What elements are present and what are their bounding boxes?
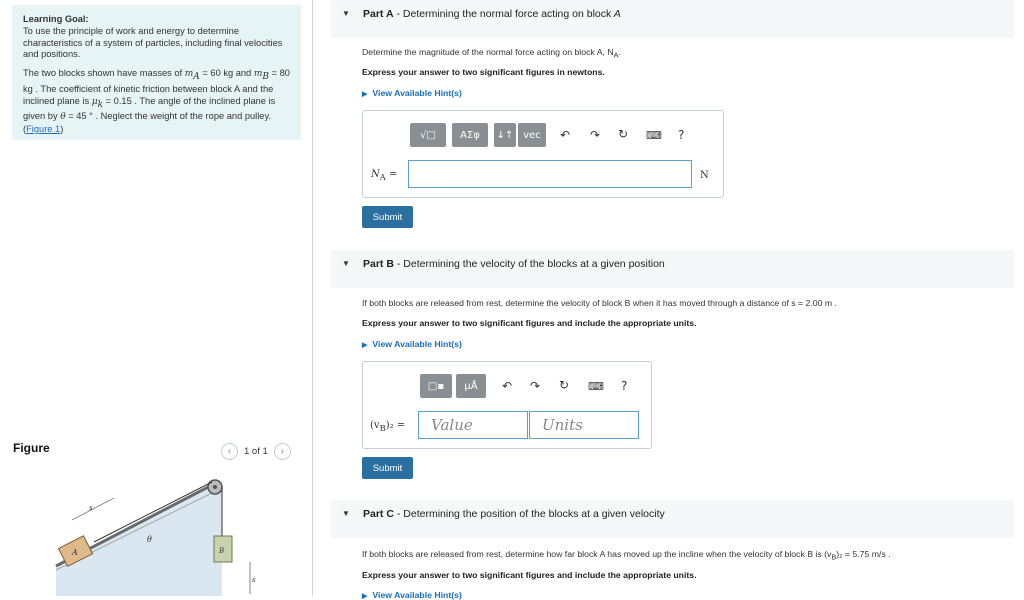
figure-page-count: 1 of 1 [244,446,268,457]
hint-triangle-icon: ▶ [362,593,368,600]
mu-sub: k [97,99,104,110]
part-c-header[interactable] [331,500,1014,538]
part-a-answer-input[interactable] [408,160,692,188]
prev-figure-button[interactable]: ‹ [221,443,238,460]
help-icon[interactable]: ? [621,379,628,393]
hint-triangle-icon: ▶ [362,91,368,98]
mass-a-symbol: m [184,69,194,80]
undo-icon[interactable]: ↶ [502,379,513,393]
help-icon[interactable]: ? [678,128,685,142]
label-s-incline: s [89,504,93,512]
part-b-sep: - [393,258,404,270]
part-b-submit-button[interactable]: Submit [362,457,413,479]
hint-triangle-icon: ▶ [362,342,368,349]
value-input[interactable]: Value [418,411,528,439]
templates-button[interactable]: □▪ [420,374,452,398]
part-c-instruction: Express your answer to two significant figures and include the appropriate units. [362,570,697,580]
part-a-prompt [362,47,621,60]
subscript-button[interactable]: ↓↑ [494,123,516,147]
vb-open: (v [370,420,380,431]
label-a: A [72,548,78,557]
part-a-prompt-end: . [618,47,621,57]
na-symbol: N [371,169,380,180]
part-c-hint-link[interactable] [362,590,462,600]
close-paren: ) [60,124,64,135]
figure-pager [221,443,291,460]
mu-value: = 0.15 . The angle of the inclined plane is given by [23,95,276,122]
mass-b-sub: B [262,72,269,83]
collapse-triangle-icon[interactable]: ▼ [342,509,350,518]
part-b-title: Determining the velocity of the blocks at a given position [403,258,665,270]
mass-a-value: = 60 kg and [199,68,252,79]
part-c-prompt-sub: B [831,552,837,562]
part-a-instruction: Express your answer to two significant figures in newtons. [362,67,605,77]
problem-text-1: The two blocks shown have masses of [23,68,183,79]
figure-title: Figure [13,441,50,455]
collapse-triangle-icon[interactable]: ▼ [342,259,350,268]
part-b-prompt: If both blocks are released from rest, determine the velocity of block B when it has moved through a distance of s = 2.00 m . [362,298,837,308]
left-pane [0,0,313,596]
vb-sub: B [379,423,386,433]
part-a-hint-label: View Available Hint(s) [372,88,462,98]
part-b-header[interactable] [331,250,1014,288]
learning-goal-text: To use the principle of work and energy to determine characteristics of a system of particles, including final velocities and positions. [23,25,283,60]
units-input[interactable]: Units [529,411,639,439]
label-s-vertical: s [252,576,256,584]
part-c-sep: - [393,508,404,520]
part-a-prompt-text: Determine the magnitude of the normal force acting on block A, N [362,47,614,57]
reset-icon[interactable]: ↻ [618,127,629,141]
part-a-prompt-sub: A [613,50,619,60]
s-dimension-line [72,498,114,520]
redo-icon[interactable]: ↷ [590,128,601,142]
part-b-hint-label: View Available Hint(s) [372,339,462,349]
part-a-hint-link[interactable] [362,88,462,98]
mass-a-sub: A [193,72,200,83]
part-c-hint-label: View Available Hint(s) [372,590,462,600]
na-sub: A [379,172,386,182]
mass-b-symbol: m [253,69,263,80]
part-a-title-var: A [611,8,621,20]
part-b-variable-label [370,420,405,433]
label-theta: θ [147,535,152,544]
keyboard-icon[interactable]: ⌨ [588,380,604,393]
figure-link[interactable]: Figure 1 [26,124,61,135]
problem-text-2: A and the inclined plane is [23,83,274,106]
part-b-letter: Part B [363,258,394,270]
theta-value: = 45 ° . Neglect the weight of the rope and pulley.( [23,111,272,135]
part-a-header[interactable] [331,0,1014,38]
part-a-letter: Part A [363,8,394,20]
reset-icon[interactable]: ↻ [559,378,570,392]
pulley-axle [213,485,217,489]
part-b-instruction: Express your answer to two significant figures and include the appropriate units. [362,318,697,328]
templates-button[interactable]: √□ [410,123,446,147]
incline-figure [54,474,258,596]
learning-goal-heading: Learning Goal: [23,14,89,24]
theta-symbol: θ [60,112,66,123]
keyboard-icon[interactable]: ⌨ [646,129,662,142]
part-a-submit-button[interactable]: Submit [362,206,413,228]
next-figure-button[interactable]: › [274,443,291,460]
problem-statement [23,68,290,136]
part-c-title: Determining the position of the blocks at a given velocity [403,508,665,520]
greek-symbols-button[interactable]: ΑΣφ [452,123,488,147]
part-a-title: Determining the normal force acting on block [402,8,612,20]
part-b-hint-link[interactable] [362,339,462,349]
na-eq: = [385,169,398,180]
part-c-letter: Part C [363,508,394,520]
part-a-unit: N [700,170,709,181]
mass-b-value: = 80 kg . The coefficient of kinetic friction between block [23,68,290,94]
right-pane [331,0,1014,600]
part-b-answer-box [362,361,652,449]
part-a-sep: - [393,8,403,20]
redo-icon[interactable]: ↷ [530,379,541,393]
part-c-prompt-text: If both blocks are released from rest, determine how far block A has moved up the incline when the velocity of block B is (v [362,549,832,559]
part-c-prompt [362,549,891,562]
part-a-answer-box [362,110,724,198]
units-button[interactable]: μÅ [456,374,486,398]
label-b: B [219,547,225,555]
vb-end: )₂ = [385,420,406,431]
collapse-triangle-icon[interactable]: ▼ [342,9,350,18]
vector-button[interactable]: vec [518,123,546,147]
learning-goal-box [12,5,301,140]
part-a-variable-label [371,169,397,182]
undo-icon[interactable]: ↶ [560,128,571,142]
mu-symbol: μ [91,96,98,107]
part-c-prompt-end: )₂ = 5.75 m/s . [836,549,891,559]
